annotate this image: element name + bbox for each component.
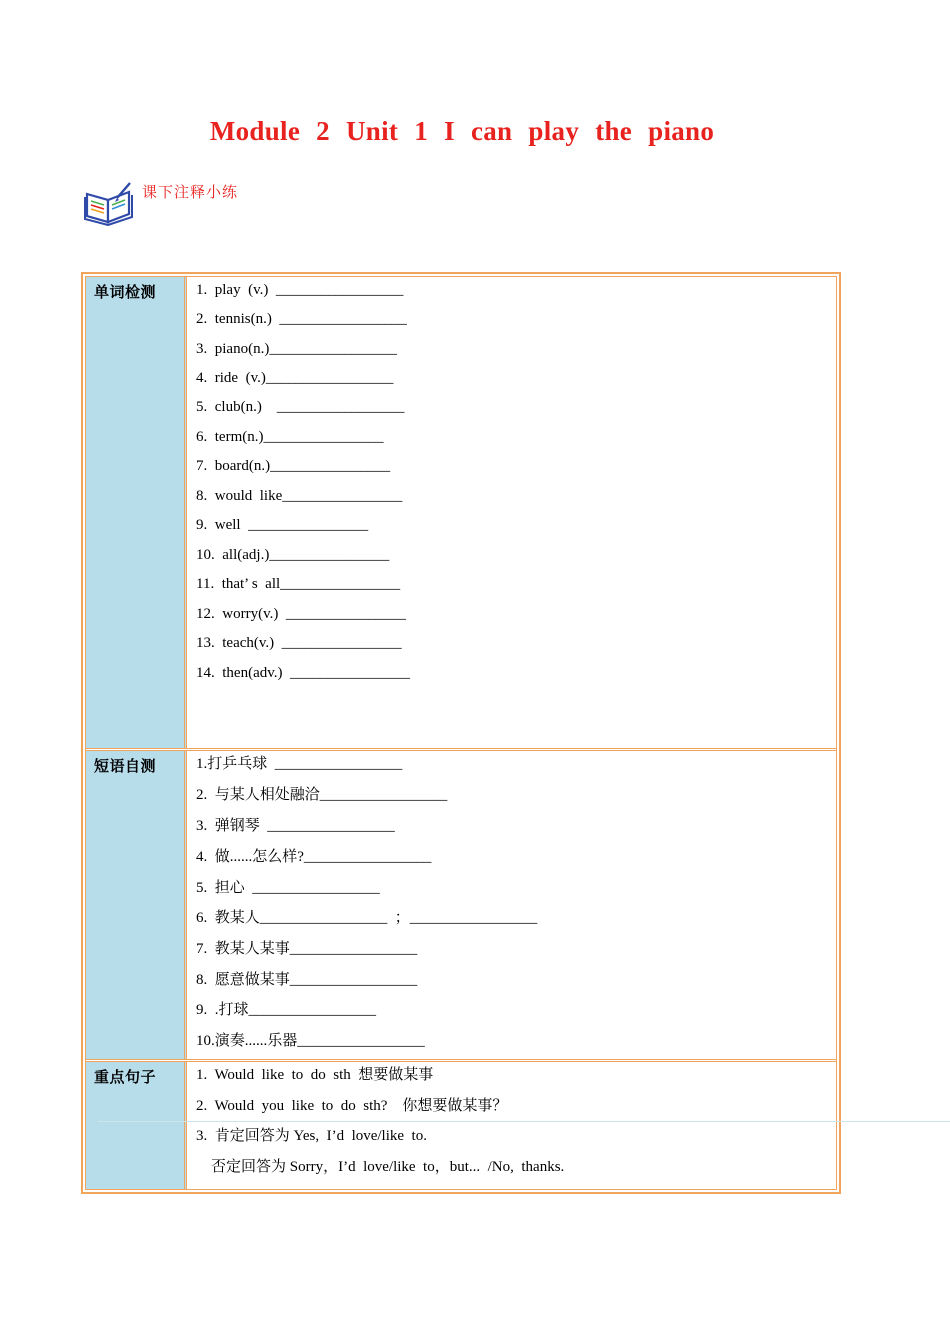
list-item: 5. 担心 _________________ <box>196 880 380 896</box>
list-item: 1. play (v.) _________________ <box>196 282 404 298</box>
list-item: 14. then(adv.) ________________ <box>196 665 410 681</box>
divider-line <box>98 1121 950 1122</box>
vocabulary-section <box>86 277 836 748</box>
open-book-icon <box>84 180 134 226</box>
list-item: 3. piano(n.)_________________ <box>196 341 397 357</box>
list-item: 7. 教某人某事_________________ <box>196 941 418 957</box>
list-item: 10.演奏......乐器_________________ <box>196 1033 425 1049</box>
exercise-table <box>81 272 841 1194</box>
list-item: 3. 肯定回答为 Yes, I’d love/like to. <box>196 1128 427 1144</box>
list-item: 3. 弹钢琴 _________________ <box>196 818 395 834</box>
list-item: 5. club(n.) _________________ <box>196 399 405 415</box>
list-item: 2. 与某人相处融洽_________________ <box>196 787 448 803</box>
list-item: 7. board(n.)________________ <box>196 458 391 474</box>
list-item: 否定回答为 Sorry，I’d love/like to，but... /No, thanks. <box>196 1159 565 1175</box>
list-item: 10. all(adj.)________________ <box>196 547 390 563</box>
section-label-cell <box>86 277 187 748</box>
list-item: 12. worry(v.) ________________ <box>196 606 406 622</box>
list-item: 2. tennis(n.) _________________ <box>196 311 407 327</box>
list-item: 1.打乒乓球 _________________ <box>196 756 403 772</box>
phrases-section <box>86 751 836 1059</box>
section-label: 短语自测 <box>94 757 157 775</box>
list-item: 4. ride (v.)_________________ <box>196 370 394 386</box>
key-sentences-section <box>86 1062 836 1189</box>
section-label-cell <box>86 751 187 1059</box>
page-title: Module 2 Unit 1 I can play the piano <box>209 116 715 146</box>
section-label: 重点句子 <box>94 1068 157 1086</box>
list-item: 11. that’ s all________________ <box>196 576 401 592</box>
list-item: 1. Would like to do sth 想要做某事 <box>196 1067 434 1083</box>
list-item: 8. would like________________ <box>196 488 403 504</box>
section-label-cell <box>86 1062 187 1189</box>
list-item: 2. Would you like to do sth? 你想要做某事？ <box>196 1098 508 1114</box>
list-item: 4. 做......怎么样?_________________ <box>196 849 432 865</box>
list-item: 8. 愿意做某事_________________ <box>196 972 418 988</box>
list-item: 6. term(n.)________________ <box>196 429 384 445</box>
section-subtitle: 课下注释小练 <box>142 183 239 201</box>
section-label: 单词检测 <box>94 283 157 301</box>
list-item: 6. 教某人_________________ ；_________________ <box>196 910 538 926</box>
list-item: 13. teach(v.) ________________ <box>196 635 402 651</box>
list-item: 9. .打球_________________ <box>196 1002 377 1018</box>
list-item: 9. well ________________ <box>196 517 369 533</box>
